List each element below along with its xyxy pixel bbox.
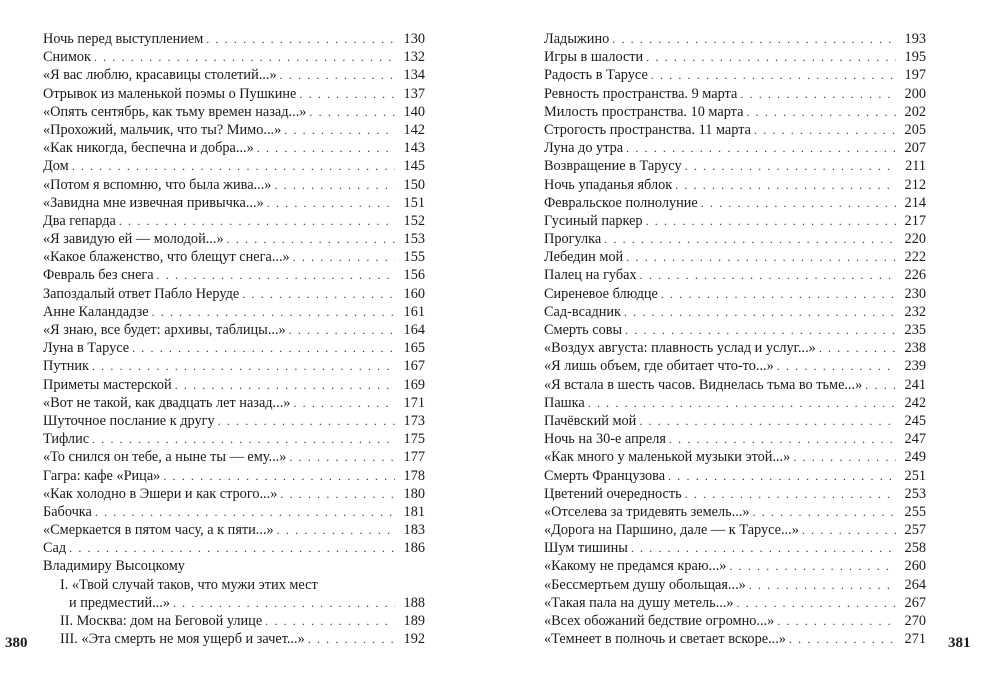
toc-entry-title: «Потом я вспомню, что была жива...»: [43, 176, 272, 193]
dot-leader: [639, 412, 896, 430]
dot-leader: [802, 521, 896, 539]
toc-entry-title: «Я завидую ей — молодой...»: [43, 231, 224, 248]
cycle-part-1-title-line-2: и предместий...»: [69, 594, 170, 611]
toc-entry: [43, 176, 425, 194]
toc-entry-page: 253: [904, 485, 926, 502]
dot-leader: [631, 539, 896, 557]
toc-entry-title: Бабочка: [43, 503, 92, 520]
toc-entry-title: Шуточное послание к другу: [43, 412, 215, 429]
toc-entry: [43, 30, 425, 48]
toc-entry-title: Пачёвский мой: [544, 412, 637, 429]
toc-entry: [544, 139, 926, 157]
toc-entry-page: 145: [403, 158, 425, 175]
toc-entry-page: 155: [403, 249, 425, 266]
cycle-heading-title: Владимиру Высоцкому: [43, 558, 185, 575]
toc-entry-title: «Какое блаженство, что блещут снега...»: [43, 249, 290, 266]
toc-entry: [544, 266, 926, 284]
toc-entry-title: Лебедин мой: [544, 249, 624, 266]
toc-entry: [43, 357, 425, 375]
toc-entry: [544, 430, 926, 448]
toc-entry-title: Прогулка: [544, 231, 602, 248]
toc-entry: [43, 248, 425, 266]
toc-entry: [43, 85, 425, 103]
toc-entry-title: Приметы мастерской: [43, 376, 172, 393]
toc-entry-page: 164: [403, 322, 425, 338]
toc-entry-page: 160: [403, 285, 425, 302]
toc-entry: [544, 285, 926, 303]
toc-entry-title: Гагра: кафе «Рица»: [43, 467, 161, 484]
toc-entry-page: 151: [403, 194, 425, 211]
dot-leader: [293, 248, 395, 266]
dot-leader: [119, 212, 395, 230]
toc-entry: [544, 394, 926, 412]
toc-entry-title: Дом: [43, 158, 69, 175]
toc-entry: [43, 503, 425, 521]
toc-entry-page: 226: [904, 267, 926, 284]
dot-leader: [625, 321, 896, 339]
cycle-part-1-page: 188: [403, 594, 425, 611]
dot-leader: [242, 285, 395, 303]
toc-entry-page: 202: [904, 103, 926, 120]
toc-entry: [43, 157, 425, 175]
toc-entry-page: 150: [403, 176, 425, 193]
right-page-contents: [544, 30, 926, 648]
toc-entry-page: 132: [403, 49, 425, 66]
toc-entry-page: 260: [904, 558, 926, 575]
dot-leader: [94, 48, 395, 66]
toc-entry-title: «Такая пала на душу метель...»: [544, 594, 734, 611]
toc-entry-page: 239: [904, 358, 926, 375]
toc-entry-page: 211: [905, 158, 926, 175]
toc-entry-page: 142: [403, 121, 425, 138]
toc-entry-page: 140: [403, 103, 425, 120]
toc-entry: [43, 485, 425, 503]
dot-leader: [685, 157, 896, 175]
dot-leader: [646, 212, 896, 230]
dot-leader: [132, 339, 395, 357]
toc-entry-page: 137: [403, 85, 425, 102]
toc-entry-page: 171: [403, 394, 425, 411]
toc-entry-page: 130: [403, 31, 425, 47]
toc-entry-title: Февраль без снега: [43, 267, 154, 284]
toc-entry-page: 183: [403, 522, 425, 539]
toc-entry-title: Милость пространства. 10 марта: [544, 103, 744, 120]
dot-leader: [72, 157, 395, 175]
toc-entry: [43, 376, 425, 394]
toc-entry-page: 264: [904, 576, 926, 593]
dot-leader: [669, 430, 896, 448]
toc-entry: [544, 485, 926, 503]
dot-leader: [777, 357, 896, 375]
dot-leader: [626, 248, 896, 266]
toc-entry-page: 173: [403, 412, 425, 429]
toc-entry: [544, 248, 926, 266]
toc-entry-title: Сад-всадник: [544, 303, 621, 320]
dot-leader: [777, 612, 896, 630]
dot-leader: [624, 303, 896, 321]
toc-entry-title: Ночь перед выступлением: [43, 31, 204, 47]
toc-entry-title: Ревность пространства. 9 марта: [544, 85, 738, 102]
dot-leader: [701, 194, 896, 212]
toc-entry: [544, 448, 926, 466]
toc-entry-page: 178: [403, 467, 425, 484]
toc-entry: [544, 503, 926, 521]
toc-entry-title: Запоздалый ответ Пабло Неруде: [43, 285, 240, 302]
toc-entry: [544, 157, 926, 175]
toc-entry: [544, 630, 926, 648]
toc-entry: [544, 103, 926, 121]
toc-entry-title: «Я знаю, все будет: архивы, таблицы...»: [43, 322, 286, 338]
toc-entry-page: 249: [904, 449, 926, 466]
toc-entry-page: 257: [904, 522, 926, 539]
cycle-part-3-title: III. «Эта смерть не моя ущерб и зачет...»: [60, 631, 305, 648]
toc-entry: [43, 48, 425, 66]
toc-entry: [544, 521, 926, 539]
dot-leader: [588, 394, 896, 412]
dot-leader: [651, 66, 896, 84]
dot-leader: [604, 230, 896, 248]
dot-leader: [218, 412, 395, 430]
dot-leader: [69, 539, 395, 557]
toc-entry-page: 180: [403, 485, 425, 502]
toc-entry-page: 241: [904, 376, 926, 393]
toc-entry-title: «Завидна мне извечная привычка...»: [43, 194, 264, 211]
dot-leader: [819, 339, 896, 357]
toc-entry: [43, 521, 425, 539]
toc-entry-page: 175: [403, 431, 425, 448]
toc-entry-page: 167: [403, 358, 425, 375]
cycle-part-2: [43, 612, 425, 630]
toc-entry-page: 251: [904, 467, 926, 484]
dot-leader: [299, 85, 395, 103]
dot-leader: [265, 612, 395, 630]
toc-entry-title: Снимок: [43, 49, 91, 66]
dot-leader: [267, 194, 395, 212]
dot-leader: [92, 357, 395, 375]
toc-entry: [43, 394, 425, 412]
toc-entry-page: 153: [403, 231, 425, 248]
toc-entry: [544, 303, 926, 321]
toc-entry-page: 197: [904, 67, 926, 84]
dot-leader: [227, 230, 395, 248]
toc-entry-title: Шум тишины: [544, 540, 628, 557]
toc-entry: [43, 321, 425, 339]
toc-entry: [544, 66, 926, 84]
dot-leader: [675, 176, 896, 194]
dot-leader: [753, 503, 896, 521]
left-page-number: 380: [5, 635, 28, 651]
dot-leader: [626, 139, 896, 157]
dot-leader: [612, 30, 896, 48]
toc-entry-page: 270: [904, 613, 926, 629]
toc-entry-page: 232: [904, 303, 926, 320]
cycle-part-1-line-2: [43, 594, 425, 612]
toc-entry-title: «Отселева за тридевять земель...»: [544, 503, 750, 520]
dot-leader: [95, 503, 395, 521]
toc-entry: [544, 467, 926, 485]
toc-entry-title: «Вот не такой, как двадцать лет назад...»: [43, 394, 291, 411]
dot-leader: [793, 448, 896, 466]
toc-entry-page: 205: [904, 121, 926, 138]
toc-entry-title: «Как много у маленькой музыки этой...»: [544, 449, 791, 466]
toc-entry-page: 238: [904, 340, 926, 357]
toc-entry-title: «То снился он тебе, а ныне ты — ему...»: [43, 449, 287, 466]
dot-leader: [308, 630, 395, 648]
dot-leader: [640, 266, 896, 284]
dot-leader: [865, 376, 896, 394]
toc-entry-title: Ночь упаданья яблок: [544, 176, 673, 193]
toc-entry-title: «Я вас люблю, красавицы столетий...»: [43, 67, 277, 84]
toc-entry-page: 247: [904, 431, 926, 448]
toc-entry-page: 193: [904, 31, 926, 47]
toc-entry: [544, 339, 926, 357]
toc-entry-page: 255: [904, 503, 926, 520]
toc-entry-page: 220: [904, 231, 926, 248]
toc-entry-page: 258: [904, 540, 926, 557]
toc-entry: [43, 430, 425, 448]
dot-leader: [277, 521, 395, 539]
cycle-part-1-line-1: [43, 576, 425, 594]
toc-entry-title: Февральское полнолуние: [544, 194, 698, 211]
toc-entry-page: 156: [403, 267, 425, 284]
toc-entry: [544, 194, 926, 212]
toc-entry-page: 169: [403, 376, 425, 393]
toc-entry-title: Палец на губах: [544, 267, 637, 284]
toc-entry-page: 161: [403, 303, 425, 320]
toc-entry-page: 267: [904, 594, 926, 611]
dot-leader: [257, 139, 395, 157]
toc-entry-title: «Бессмертьем душу обольщая...»: [544, 576, 746, 593]
toc-entry-title: «Дорога на Паршино, дале — к Тарусе...»: [544, 522, 799, 539]
dot-leader: [293, 394, 395, 412]
dot-leader: [309, 103, 395, 121]
toc-entry-title: Сиреневое блюдце: [544, 285, 658, 302]
toc-entry: [43, 339, 425, 357]
dot-leader: [729, 557, 896, 575]
toc-entry: [43, 230, 425, 248]
toc-entry-page: 186: [403, 540, 425, 557]
toc-entry: [43, 139, 425, 157]
toc-entry: [544, 557, 926, 575]
toc-entry: [544, 539, 926, 557]
toc-entry-title: «Какому не предамся краю...»: [544, 558, 727, 575]
toc-entry-page: 242: [904, 394, 926, 411]
toc-entry: [544, 612, 926, 630]
dot-leader: [740, 85, 896, 103]
toc-entry-title: Ночь на 30-е апреля: [544, 431, 666, 448]
left-page-contents: [43, 30, 425, 648]
toc-entry: [43, 448, 425, 466]
toc-entry-title: Строгость пространства. 11 марта: [544, 121, 751, 138]
dot-leader: [284, 121, 395, 139]
toc-entry-title: «Темнеет в полночь и светает вскоре...»: [544, 631, 786, 648]
toc-entry-title: Игры в шалости: [544, 49, 644, 66]
toc-entry: [43, 66, 425, 84]
toc-entry: [544, 357, 926, 375]
toc-entry-title: Луна до утра: [544, 140, 624, 157]
toc-entry: [544, 576, 926, 594]
toc-entry-title: «Я лишь объем, где обитает что-то...»: [544, 358, 774, 375]
toc-entry: [43, 303, 425, 321]
toc-entry-title: «Я встала в шесть часов. Виднелась тьма во тьме...»: [544, 376, 863, 393]
toc-entry: [544, 212, 926, 230]
cycle-part-2-title: II. Москва: дом на Беговой улице: [60, 613, 263, 629]
dot-leader: [661, 285, 896, 303]
cycle-heading: [43, 557, 425, 575]
toc-entry-title: Радость в Тарусе: [544, 67, 648, 84]
toc-entry: [43, 121, 425, 139]
cycle-part-1-title-line-1: I. «Твой случай таков, что мужи этих мест: [60, 576, 318, 593]
cycle-part-3-page: 192: [403, 631, 425, 648]
toc-entry-page: 235: [904, 322, 926, 338]
toc-entry-page: 195: [904, 49, 926, 66]
toc-entry-page: 165: [403, 340, 425, 357]
toc-entry-page: 152: [403, 212, 425, 229]
toc-entry: [544, 176, 926, 194]
dot-leader: [289, 448, 395, 466]
cycle-part-3: [43, 630, 425, 648]
toc-entry-title: «Смеркается в пятом часу, а к пяти...»: [43, 522, 274, 539]
toc-entry-page: 200: [904, 85, 926, 102]
toc-entry-page: 134: [403, 67, 425, 84]
toc-entry: [43, 539, 425, 557]
toc-entry: [544, 412, 926, 430]
dot-leader: [152, 303, 395, 321]
toc-entry-title: Ладыжино: [544, 31, 610, 47]
toc-entry: [544, 321, 926, 339]
toc-entry-page: 212: [904, 176, 926, 193]
toc-entry: [43, 467, 425, 485]
toc-entry-page: 245: [904, 412, 926, 429]
toc-entry-title: Цветений очередность: [544, 485, 682, 502]
toc-entry-title: «Как холодно в Эшери и как строго...»: [43, 485, 278, 502]
toc-entry-page: 177: [403, 449, 425, 466]
toc-entry-page: 230: [904, 285, 926, 302]
dot-leader: [280, 66, 395, 84]
toc-entry-title: Сад: [43, 540, 67, 557]
dot-leader: [289, 321, 395, 339]
dot-leader: [163, 467, 395, 485]
dot-leader: [685, 485, 896, 503]
dot-leader: [646, 48, 896, 66]
toc-entry-page: 143: [403, 140, 425, 157]
toc-entry: [544, 30, 926, 48]
dot-leader: [746, 103, 896, 121]
dot-leader: [206, 30, 395, 48]
toc-entry-title: Смерть совы: [544, 322, 623, 338]
toc-entry-title: Отрывок из маленькой поэмы о Пушкине: [43, 85, 297, 102]
dot-leader: [668, 467, 896, 485]
toc-entry: [43, 194, 425, 212]
right-page-number: 381: [948, 635, 971, 651]
cycle-part-2-page: 189: [403, 613, 425, 629]
toc-entry-title: «Прохожий, мальчик, что ты? Мимо...»: [43, 121, 282, 138]
toc-entry-title: «Всех обожаний бедствие огромно...»: [544, 613, 775, 629]
toc-entry-title: Гусиный паркер: [544, 212, 643, 229]
toc-entry-title: «Воздух августа: плавность услад и услуг...»: [544, 340, 816, 357]
toc-entry: [544, 376, 926, 394]
toc-entry: [544, 85, 926, 103]
toc-entry: [43, 212, 425, 230]
toc-entry-page: 214: [904, 194, 926, 211]
toc-entry-page: 222: [904, 249, 926, 266]
dot-leader: [173, 594, 395, 612]
dot-leader: [280, 485, 395, 503]
dot-leader: [737, 594, 896, 612]
dot-leader: [749, 576, 896, 594]
dot-leader: [157, 266, 395, 284]
toc-entry: [544, 230, 926, 248]
toc-entry-title: «Как никогда, беспечна и добра...»: [43, 140, 254, 157]
toc-entry-title: Возвращение в Тарусу: [544, 158, 682, 175]
toc-entry-title: Два гепарда: [43, 212, 116, 229]
toc-entry-title: «Опять сентябрь, как тьму времен назад...»: [43, 103, 307, 120]
toc-entry-page: 207: [904, 140, 926, 157]
toc-entry-title: Пашка: [544, 394, 585, 411]
toc-entry-page: 217: [904, 212, 926, 229]
toc-entry-page: 181: [403, 503, 425, 520]
left-entry-list: [43, 30, 425, 557]
dot-leader: [754, 121, 896, 139]
toc-entry-title: Анне Каландадзе: [43, 303, 149, 320]
toc-entry: [544, 48, 926, 66]
toc-entry-page: 271: [904, 631, 926, 648]
dot-leader: [789, 630, 896, 648]
toc-entry-title: Тифлис: [43, 431, 90, 448]
toc-entry: [43, 285, 425, 303]
toc-entry: [544, 121, 926, 139]
toc-entry: [544, 594, 926, 612]
toc-entry: [43, 412, 425, 430]
toc-entry-title: Смерть Французова: [544, 467, 666, 484]
dot-leader: [92, 430, 395, 448]
dot-leader: [274, 176, 395, 194]
right-entry-list: [544, 30, 926, 648]
toc-entry-title: Луна в Тарусе: [43, 340, 130, 357]
dot-leader: [175, 376, 395, 394]
toc-entry: [43, 103, 425, 121]
toc-entry: [43, 266, 425, 284]
toc-entry-title: Путник: [43, 358, 89, 375]
